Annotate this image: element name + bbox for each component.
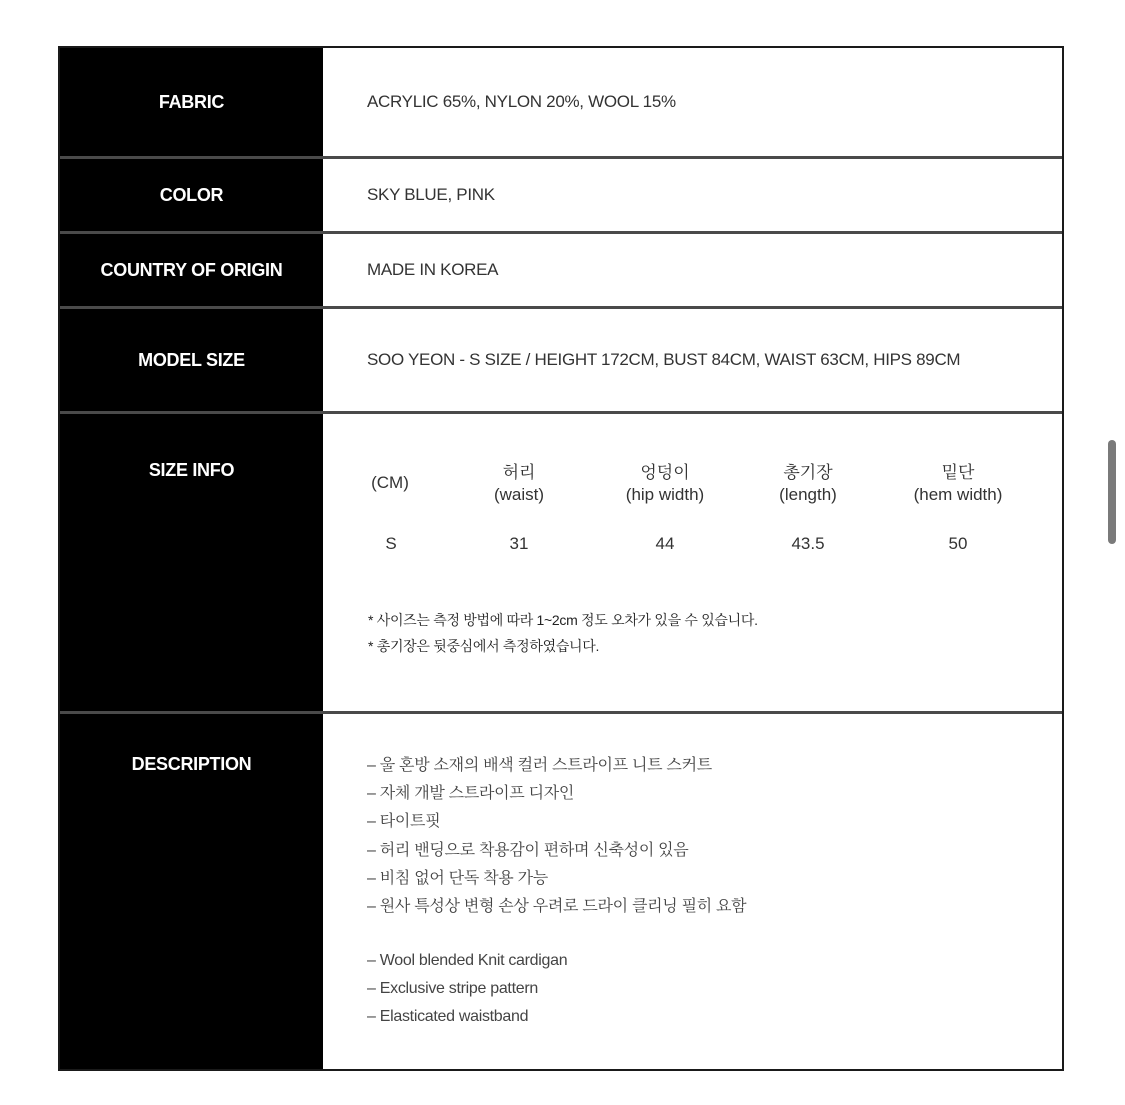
description-content — [323, 714, 1062, 1069]
size-info-label — [60, 414, 323, 711]
size-col-hem-ko: 밑단 — [941, 463, 975, 482]
description-row — [60, 714, 1062, 1069]
description-label-text: DESCRIPTION — [131, 754, 252, 774]
description-en-line: – Exclusive stripe pattern — [367, 980, 538, 997]
size-info-row — [60, 414, 1062, 714]
description-label — [60, 714, 323, 1069]
size-note-2: * 총기장은 뒷중심에서 측정하였습니다. — [368, 638, 600, 654]
size-value-waist: 31 — [509, 534, 529, 553]
color-label: COLOR — [60, 159, 323, 231]
fabric-row — [60, 48, 1062, 159]
size-col-hip-header — [595, 462, 735, 506]
model-size-label: MODEL SIZE — [60, 309, 323, 411]
vertical-scrollbar[interactable] — [1108, 440, 1116, 544]
model-size-row — [60, 309, 1062, 414]
size-row-label: S — [385, 534, 397, 553]
size-col-hip-en: (hip width) — [625, 485, 705, 504]
size-col-length-ko: 총기장 — [783, 463, 833, 482]
origin-label: COUNTRY OF ORIGIN — [60, 234, 323, 306]
description-ko-line: – 타이트핏 — [367, 813, 441, 830]
size-col-waist-en: (waist) — [493, 485, 545, 504]
size-col-waist-ko: 허리 — [502, 463, 536, 482]
size-info-label-text: SIZE INFO — [148, 460, 235, 480]
size-col-waist-header — [459, 462, 579, 506]
description-en-line: – Wool blended Knit cardigan — [367, 952, 568, 969]
description-ko-line: – 자체 개발 스트라이프 디자인 — [367, 785, 575, 802]
size-col-hem-header — [888, 462, 1028, 506]
size-col-hip-ko: 엉덩이 — [640, 463, 690, 482]
origin-value: MADE IN KOREA — [367, 260, 499, 279]
size-value-length: 43.5 — [791, 534, 825, 553]
size-note-1: * 사이즈는 측정 방법에 따라 1~2cm 정도 오차가 있을 수 있습니다. — [368, 612, 758, 628]
product-spec-table — [58, 46, 1064, 1071]
description-ko-line: – 비침 없어 단독 착용 가능 — [367, 870, 548, 887]
description-ko-line: – 울 혼방 소재의 배색 컬러 스트라이프 니트 스커트 — [367, 757, 712, 774]
size-unit-header: (CM) — [371, 473, 409, 492]
size-value-hem: 50 — [948, 534, 968, 553]
description-en-line: – Elasticated waistband — [367, 1008, 529, 1025]
size-col-hem-en: (hem width) — [913, 485, 1003, 504]
origin-row — [60, 234, 1062, 309]
size-col-length-header — [748, 462, 868, 506]
fabric-value: ACRYLIC 65%, NYLON 20%, WOOL 15% — [367, 92, 676, 111]
color-value: SKY BLUE, PINK — [367, 185, 495, 204]
fabric-label: FABRIC — [60, 48, 323, 156]
size-col-length-en: (length) — [779, 485, 837, 504]
size-value-hip: 44 — [655, 534, 675, 553]
size-table — [323, 414, 1062, 711]
model-size-value: SOO YEON - S SIZE / HEIGHT 172CM, BUST 84CM, WAIST 63CM, HIPS 89CM — [367, 350, 961, 369]
color-row — [60, 159, 1062, 234]
description-ko-line: – 허리 밴딩으로 착용감이 편하며 신축성이 있음 — [367, 842, 689, 859]
description-ko-line: – 원사 특성상 변형 손상 우려로 드라이 클리닝 필히 요함 — [367, 898, 747, 915]
